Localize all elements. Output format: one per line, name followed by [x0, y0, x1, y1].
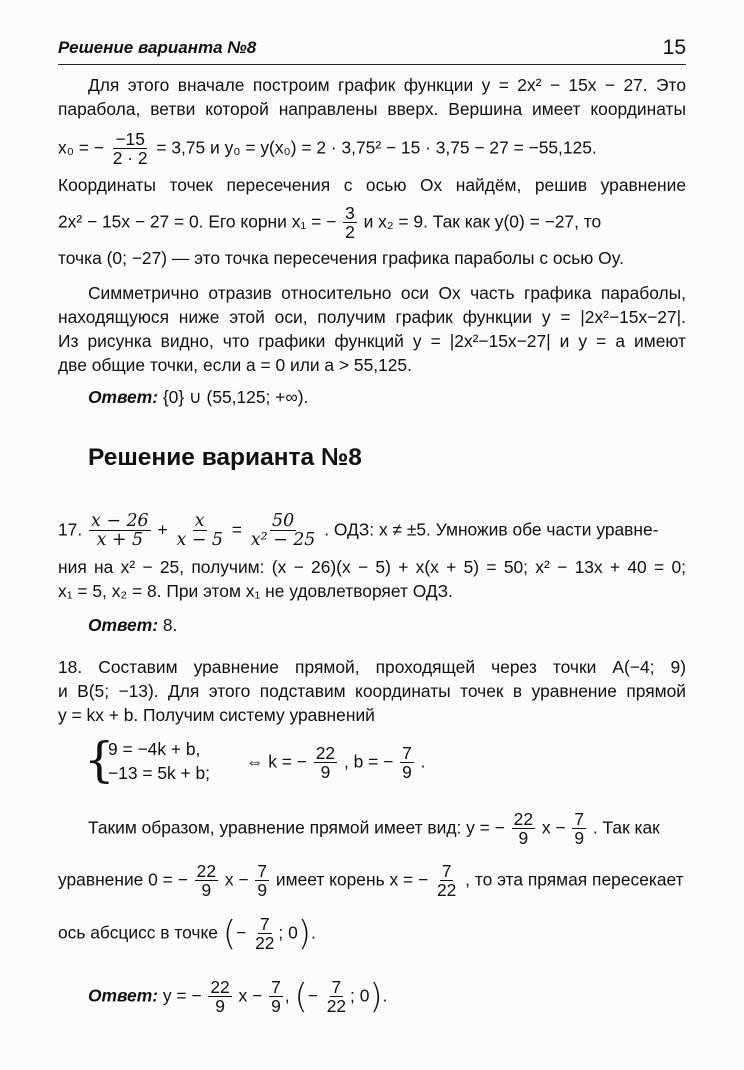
system-eq1: 9 = −4k + b,	[108, 739, 201, 759]
p17-line1-end: . ОДЗ: x ≠ ±5. Умножив обе части уравне-	[324, 519, 659, 540]
p1-line5	[58, 204, 686, 242]
denominator: x + 5	[96, 530, 144, 551]
p18-line3: y = kx + b. Получим систему уравнений	[58, 705, 375, 725]
fraction-7-22	[435, 862, 458, 900]
p1-line4: Координаты точек пересечения с осью Ox найдём, решив уравнение	[58, 175, 686, 195]
answer-x-minus: x −	[238, 985, 263, 1006]
denominator: 22	[326, 996, 347, 1017]
intercept-fraction	[572, 810, 586, 848]
p2-line3: Из рисунка видно, что графики функций y = |2x²−15x−27| и y = a имеют	[58, 331, 686, 351]
p18-line4-start: Таким образом, уравнение прямой имеет вид: y = −	[88, 817, 505, 838]
numerator: 7	[402, 743, 412, 763]
numerator: x	[194, 511, 205, 531]
b-text: , b = −	[343, 751, 394, 772]
answer-18: Ответ: y = − $\frac{22}{9}$ x − $\frac{7}{9}$ , (− $\frac{7}{22}$ ; 0).	[88, 976, 388, 1017]
plus-sign: +	[157, 519, 168, 540]
system-eq2: −13 = 5k + b;	[108, 763, 211, 783]
p2-line1: Симметрично отразив относительно оси Ox часть графика параболы,	[88, 283, 686, 303]
numerator: 22	[513, 809, 533, 829]
close-paren: )	[369, 976, 383, 1017]
point-fraction	[253, 915, 276, 953]
p17-fraction-3	[249, 512, 318, 550]
numerator: 7	[257, 861, 268, 881]
equiv-k: ⇔ k = −	[246, 751, 307, 772]
denominator: 9	[574, 828, 585, 849]
p1-line3	[58, 130, 686, 168]
answer-fraction-7-22	[325, 978, 348, 1016]
slope-fraction	[512, 810, 535, 848]
p18-line6: ось абсцисс в точке (− $\frac{7}{22}$ ; 0).	[58, 913, 316, 954]
fraction-7-9	[255, 862, 269, 900]
answer-17	[88, 614, 686, 636]
fraction-22-9	[195, 862, 218, 900]
denominator: 22	[436, 880, 457, 901]
denominator: 9	[271, 996, 281, 1017]
numerator: −15	[115, 129, 145, 149]
p18-line5-end: , то эта прямая пересекает	[465, 869, 684, 890]
x-minus: x −	[224, 869, 249, 890]
p1-line5-end: и x₂ = 9. Так как y(0) = −27, то	[363, 211, 602, 232]
header-title: Решение варианта №8	[58, 38, 257, 57]
k-fraction	[314, 744, 337, 782]
answer-eq-start: y = −	[162, 985, 202, 1006]
numerator: 7	[574, 809, 585, 829]
denominator: 9	[518, 828, 529, 849]
denominator: x − 5	[176, 530, 223, 551]
p1-line2: парабола, ветви которой направлены вверх. Вершина имеет координаты	[58, 99, 686, 119]
p18-line4	[88, 810, 686, 848]
answer-final-dot: .	[382, 985, 388, 1006]
p1-line3-end: = 3,75 и y₀ = y(x₀) = 2 · 3,75² − 15 · 3,75 − 27 = −55,125.	[156, 137, 597, 158]
open-paren: (	[294, 976, 308, 1017]
equals-sign: =	[231, 519, 242, 540]
answer-label: Ответ:	[88, 985, 158, 1006]
numerator: 50	[272, 511, 295, 531]
running-header	[58, 34, 686, 65]
denominator: 9	[402, 762, 412, 783]
page-number: 15	[662, 36, 686, 59]
x-minus: x −	[541, 817, 566, 838]
system-brace: {	[84, 732, 115, 788]
numerator: x − 26	[91, 511, 149, 531]
answer-value: 8.	[162, 615, 178, 635]
answer-point-zero: ; 0	[350, 985, 370, 1006]
p17-fraction-1	[89, 512, 151, 550]
answer-comma: ,	[284, 985, 290, 1006]
denominator: 2	[345, 222, 355, 243]
p17-line2: ния на x² − 25, получим: (x − 26)(x − 5) + x(x + 5) = 50; x² − 13x + 40 = 0;	[58, 557, 686, 577]
p17-number: 17.	[58, 519, 83, 540]
numerator: 7	[271, 977, 281, 997]
answer-fraction-22-9	[208, 978, 231, 1016]
p2-line4: две общие точки, если a = 0 или a > 55,125.	[58, 355, 412, 375]
answer-fraction-7-9	[269, 978, 283, 1016]
solution-dot: .	[420, 751, 426, 772]
denominator: 9	[257, 880, 268, 901]
p1-line3-start: x₀ = −	[58, 137, 104, 158]
system-solution	[246, 744, 476, 782]
denominator: 2 · 2	[112, 148, 148, 169]
section-title: Решение варианта №8	[88, 444, 362, 471]
denominator: 9	[215, 996, 225, 1017]
numerator: 7	[331, 977, 342, 997]
answer-value: {0} ∪ (55,125; +∞).	[162, 387, 309, 407]
p17-line3: x₁ = 5, x₂ = 8. При этом x₁ не удовлетворяет ОДЗ.	[58, 581, 453, 601]
open-paren: (	[222, 913, 237, 954]
denominator: 9	[320, 762, 331, 783]
numerator: 22	[196, 861, 217, 881]
numerator: 22	[210, 977, 230, 997]
p17-fraction-2	[174, 512, 225, 550]
p1-line6: точка (0; −27) — это точка пересечения графика параболы с осью Oy.	[58, 248, 624, 268]
b-fraction	[400, 744, 414, 782]
p2-line2: находящуюся ниже этой оси, получим график функции y = |2x²−15x−27|.	[58, 307, 686, 327]
point-zero: ; 0	[278, 922, 298, 943]
root-text: имеет корень x = −	[275, 869, 429, 890]
p1-fraction-root	[343, 204, 357, 242]
answer-1	[88, 386, 686, 408]
p1-fraction-vertex	[111, 130, 150, 168]
p1-line5-start: 2x² − 15x − 27 = 0. Его корни x₁ = −	[58, 211, 337, 232]
denominator: 9	[201, 880, 212, 901]
answer-label: Ответ:	[88, 387, 158, 407]
p18-line1: 18. Составим уравнение прямой, проходящей через точки A(−4; 9)	[58, 657, 686, 677]
p18-line4-end: . Так как	[592, 817, 660, 838]
numerator: 22	[315, 743, 336, 763]
answer-label: Ответ:	[88, 615, 158, 635]
numerator: 7	[259, 914, 270, 934]
close-paren: )	[297, 913, 312, 954]
p18-line6-start: ось абсцисс в точке	[58, 922, 218, 943]
numerator: 7	[441, 861, 452, 881]
p1-line1: Для этого вначале построим график функции y = 2x² − 15x − 27. Это	[88, 75, 686, 95]
denominator: x² − 25	[250, 530, 316, 551]
numerator: 3	[345, 203, 355, 223]
p17-line1	[58, 512, 686, 550]
denominator: 22	[255, 933, 275, 954]
p18-line2: и B(5; −13). Для этого подставим координаты точек в уравнение прямой	[58, 681, 686, 701]
p18-line5	[58, 862, 686, 900]
p18-line5-start: уравнение 0 = −	[58, 869, 188, 890]
